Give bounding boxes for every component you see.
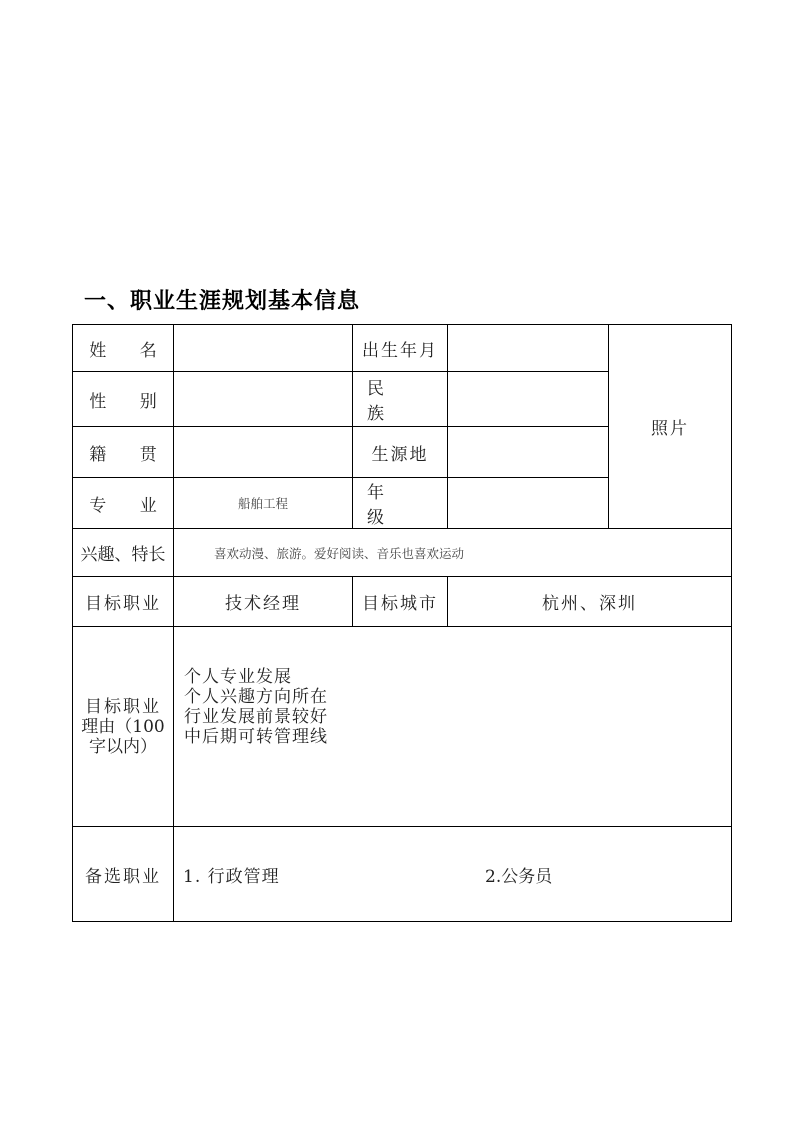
reason-label-line: 理由（100: [81, 716, 165, 737]
origin-label: 生源地: [352, 426, 448, 478]
reason-line: 个人专业发展: [184, 666, 292, 687]
birth-label: 出生年月: [352, 324, 448, 372]
name-label: 姓 名: [72, 324, 174, 372]
reason-field[interactable]: [173, 626, 732, 827]
gender-label: 性 别: [72, 371, 174, 427]
grade-field[interactable]: [447, 477, 609, 529]
target-job-field[interactable]: 技术经理: [173, 576, 353, 627]
reason-label-line: 目标职业: [85, 696, 161, 717]
section-title: 一、职业生涯规划基本信息: [84, 289, 361, 314]
major-label: 专 业: [72, 477, 174, 529]
grade-label: 年 级: [352, 477, 448, 529]
name-field[interactable]: [173, 324, 353, 372]
target-city-label: 目标城市: [352, 576, 448, 627]
ethnicity-field[interactable]: [447, 371, 609, 427]
major-field[interactable]: 船舶工程: [173, 477, 353, 529]
reason-line: 中后期可转管理线: [184, 726, 328, 747]
alternative-item-2: 2.公务员: [485, 866, 553, 887]
reason-line: 行业发展前景较好: [184, 706, 328, 727]
origin-field[interactable]: [447, 426, 609, 478]
hobbies-label: 兴趣、特长: [72, 528, 174, 577]
ethnicity-label: 民 族: [352, 371, 448, 427]
reason-label-line: 字以内）: [89, 736, 157, 757]
basic-info-table: [72, 324, 732, 922]
hometown-field[interactable]: [173, 426, 353, 478]
target-job-label: 目标职业: [72, 576, 174, 627]
reason-line: 个人兴趣方向所在: [184, 686, 328, 707]
hobbies-field[interactable]: 喜欢动漫、旅游。爱好阅读、音乐也喜欢运动: [173, 528, 732, 577]
birth-field[interactable]: [447, 324, 609, 372]
hometown-label: 籍 贯: [72, 426, 174, 478]
alternative-item-1: 1. 行政管理: [183, 866, 280, 887]
target-city-field[interactable]: 杭州、深圳: [447, 576, 732, 627]
reason-label: [72, 626, 174, 827]
alternatives-field[interactable]: [173, 826, 732, 922]
photo-label: 照片: [651, 419, 689, 439]
photo-box[interactable]: [608, 324, 732, 529]
alternatives-label: 备选职业: [72, 826, 174, 922]
gender-field[interactable]: [173, 371, 353, 427]
